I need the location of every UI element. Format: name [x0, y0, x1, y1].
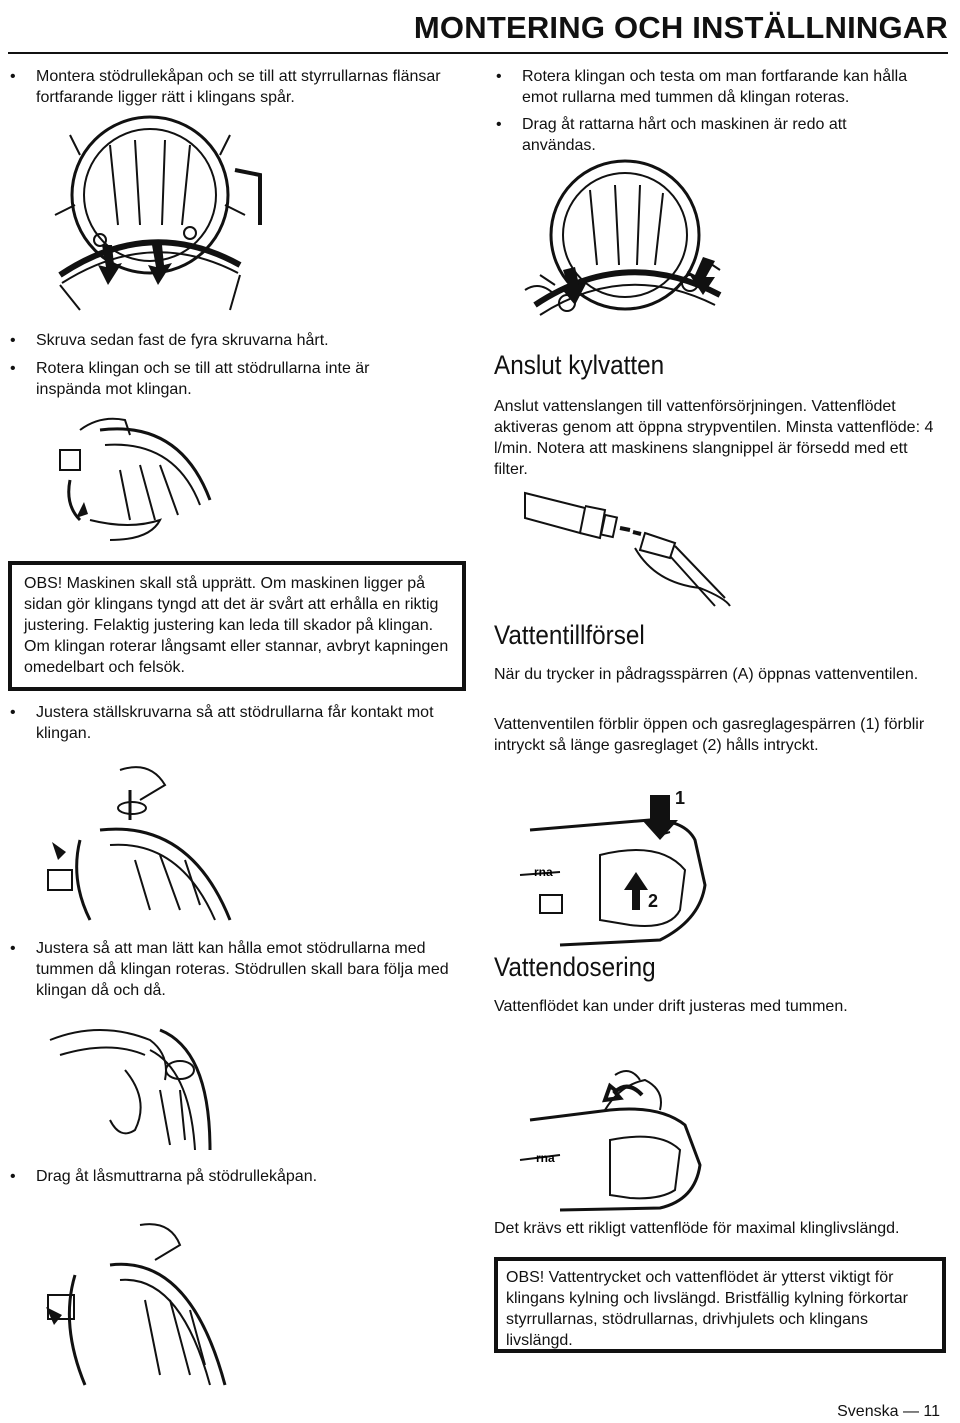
bullet-icon: •	[496, 116, 502, 133]
bullet-text: Drag åt rattarna hårt och maskinen är redo att användas.	[522, 116, 847, 154]
bullet-icon: •	[10, 940, 16, 957]
bullet-item	[10, 66, 456, 108]
bullet-item	[10, 358, 436, 400]
hose-connector-illustration	[525, 488, 735, 608]
flow-control-illustration	[520, 1050, 740, 1210]
bullet-item	[10, 1166, 456, 1187]
knobs-tight-illustration	[515, 155, 735, 350]
bullet-icon: •	[10, 1168, 16, 1185]
bullet-text: Montera stödrullekåpan och se till att styrrullarnas flänsar fortfarande ligger rätt i klingans spår.	[36, 68, 441, 106]
bullet-text: Justera så att man lätt kan hålla emot stödrullarna med tummen då klingan roteras. Stödrullen skall bara följa med klingan då och då.	[36, 940, 449, 999]
bullet-icon: •	[10, 360, 16, 377]
brand-fragment: rna	[534, 865, 553, 879]
bullet-text: Justera ställskruvarna så att stödrullarna får kontakt mot klingan.	[36, 704, 434, 742]
bullet-icon: •	[10, 68, 16, 85]
paragraph-tillforsel-1: När du trycker in pådragsspärren (A) öppnas vattenventilen.	[494, 666, 919, 683]
bullet-icon: •	[10, 704, 16, 721]
bullet-text: Rotera klingan och se till att stödrullarna inte är inspända mot klingan.	[36, 360, 370, 398]
bullet-text: Rotera klingan och testa om man fortfarande kan hålla emot rullarna med tummen då klingan roteras.	[522, 68, 908, 106]
bullet-icon: •	[10, 332, 16, 349]
bullet-item	[10, 702, 456, 744]
bullet-text: Drag åt låsmuttrarna på stödrullekåpan.	[36, 1168, 318, 1185]
brand-fragment: rna	[536, 1151, 555, 1165]
section-heading-anslut: Anslut kylvatten	[494, 350, 665, 380]
adjust-screw-illustration	[40, 760, 240, 930]
section-heading-tillforsel: Vattentillförsel	[494, 620, 645, 650]
bullet-item	[10, 330, 456, 351]
section-heading-dosering: Vattendosering	[494, 952, 656, 982]
bullet-text: Skruva sedan fast de fyra skruvarna hårt.	[36, 332, 329, 349]
callout-label-2: 2	[648, 891, 659, 911]
throttle-handle-illustration	[520, 780, 740, 950]
paragraph-anslut: Anslut vattenslangen till vattenförsörjningen. Vattenflödet aktiveras genom att öppna strypventilen. Minsta vattenflöde: 4 l/min. Notera att maskinens slangnippel är försedd med ett filter.	[494, 398, 934, 478]
notice-text: OBS! Vattentrycket och vattenflödet är ytterst viktigt för klingans kylning och livslängd. Bristfällig kylning förkortar styrrullarnas, stödrullarnas, drivhjulets och klingans livslängd.	[506, 1269, 908, 1349]
lock-nuts-illustration	[40, 1215, 230, 1395]
title-rule	[8, 52, 948, 54]
hand-rotating-blade-illustration	[40, 410, 220, 545]
warning-text: OBS! Maskinen skall stå upprätt. Om maskinen ligger på sidan gör klingans tyngd att det är svårt att erhålla en riktig justering. Felaktig justering kan leda till skador på klingan. Om klingan roterar långsamt eller stannar, avbryt kapningen omedelbart och felsök.	[24, 575, 449, 676]
blade-guard-illustration	[40, 115, 300, 315]
bullet-item	[496, 114, 912, 156]
bullet-item	[496, 66, 942, 108]
page-footer: Svenska — 11	[837, 1403, 940, 1420]
warning-box	[8, 561, 466, 691]
callout-label-1: 1	[675, 788, 686, 808]
paragraph-tillforsel-2: Vattenventilen förblir öppen och gasreglagespärren (1) förblir intryckt så länge gasreglaget (2) hålls intryckt.	[494, 716, 925, 754]
bullet-icon: •	[496, 68, 502, 85]
paragraph-dosering: Vattenflödet kan under drift justeras med tummen.	[494, 998, 848, 1015]
paragraph-krav: Det krävs ett rikligt vattenflöde för maximal klinglivslängd.	[494, 1220, 900, 1237]
page-title: MONTERING OCH INSTÄLLNINGAR	[413, 10, 948, 45]
thumb-hold-illustration	[40, 1010, 220, 1160]
bullet-item	[10, 938, 456, 1001]
notice-box	[494, 1257, 946, 1353]
